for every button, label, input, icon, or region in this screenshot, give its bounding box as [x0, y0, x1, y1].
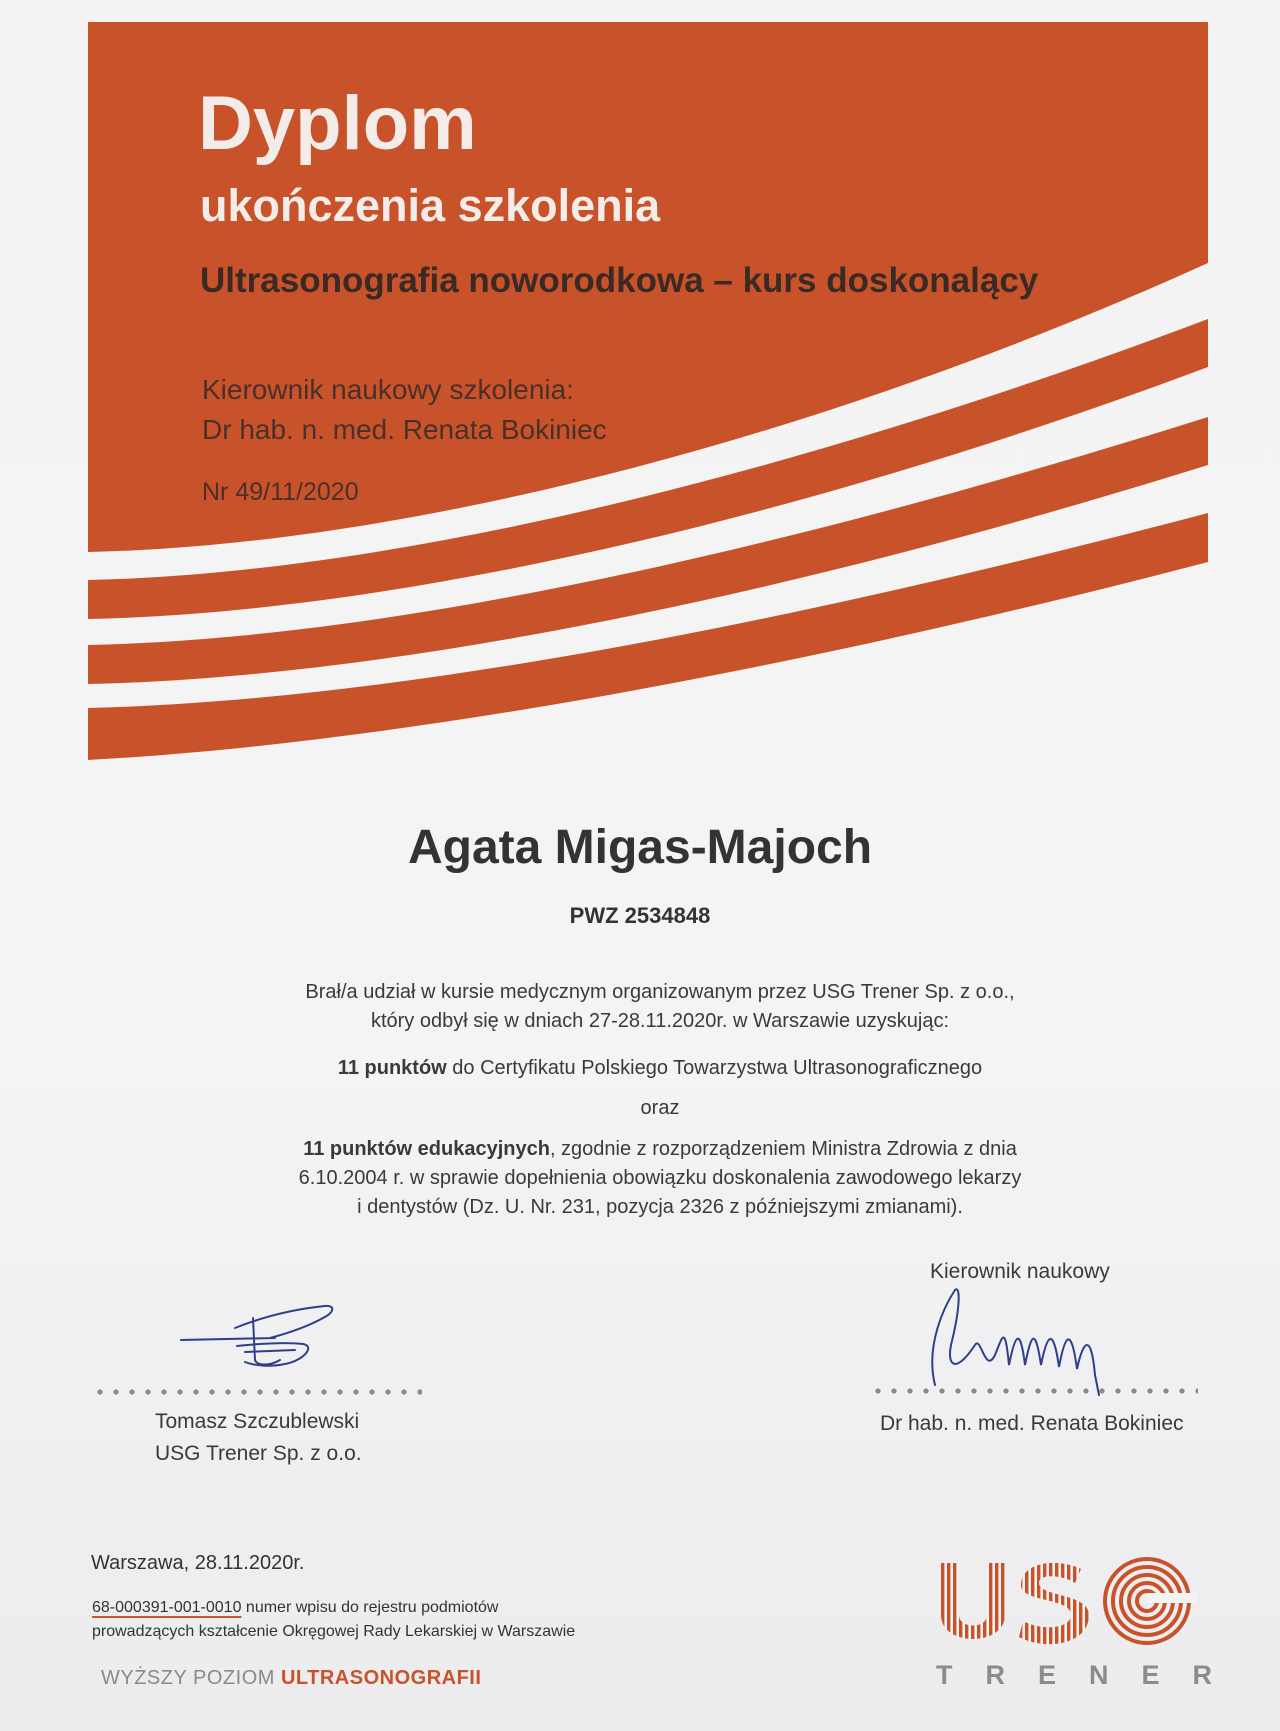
place-and-date: Warszawa, 28.11.2020r. [91, 1552, 305, 1574]
oraz-text: oraz [640, 1097, 680, 1119]
participation-statement [160, 978, 1160, 1036]
ptu-points-rest: do Certyfikatu Polskiego Towarzystwa Ultrasonograficznego [446, 1057, 983, 1079]
signature-line-right [870, 1388, 1198, 1394]
director-name: Dr hab. n. med. Renata Bokiniec [202, 414, 607, 445]
recipient-pwz: PWZ 2534848 [569, 903, 711, 928]
signatory-left-name: Tomasz Szczublewski [155, 1410, 360, 1433]
recipient-name: Agata Migas-Majoch [407, 821, 873, 874]
course-title: Ultrasonografia noworodkowa – kurs doskonalący [200, 261, 1039, 300]
scientific-lead-label: Kierownik naukowy [930, 1260, 1110, 1283]
register-line-2: prowadzących kształcenie Okręgowej Rady Lekarskiej w Warszawie [92, 1623, 576, 1640]
signatory-left-org: USG Trener Sp. z o.o. [155, 1442, 362, 1465]
tagline [101, 1667, 481, 1690]
signatory-right-name: Dr hab. n. med. Renata Bokiniec [880, 1412, 1184, 1435]
edu-points-paragraph [160, 1135, 1160, 1222]
edu-points-line-3: i dentystów (Dz. U. Nr. 231, pozycja 2326 z późniejszymi zmianami). [357, 1196, 963, 1218]
tagline-orange: ULTRASONOGRAFII [280, 1667, 482, 1689]
diploma-subtitle: ukończenia szkolenia [200, 180, 661, 231]
register-line-1 [92, 1599, 498, 1617]
ptu-points-bold: 11 punktów [337, 1057, 447, 1079]
usg-logo-trener: TRENER [936, 1660, 1246, 1690]
statement-line-1: Brał/a udział w kursie medycznym organizowanym przez USG Trener Sp. z o.o., [305, 981, 1015, 1003]
edu-points-rest: , zgodnie z rozporządzeniem Ministra Zdrowia z dnia [549, 1138, 1017, 1160]
statement-line-2: który odbył się w dniach 27-28.11.2020r. w Warszawie uzyskując: [370, 1010, 950, 1032]
usg-logo-icon [935, 1557, 1205, 1652]
edu-points-line-2: 6.10.2004 r. w sprawie dopełnienia obowiązku doskonalenia zawodowego lekarzy [298, 1167, 1022, 1189]
diploma-title: Dyplom [198, 81, 477, 166]
ptu-points-line [160, 1054, 1160, 1083]
director-label: Kierownik naukowy szkolenia: [202, 374, 574, 405]
signature-right-image [915, 1285, 1185, 1400]
signature-line-left [92, 1389, 422, 1395]
tagline-grey: WYŻSZY POZIOM [101, 1667, 281, 1689]
diploma-number: Nr 49/11/2020 [202, 478, 359, 506]
orange-wave-banner [0, 0, 1280, 770]
signature-left-image [175, 1300, 345, 1375]
register-rest: numer wpisu do rejestru podmiotów [241, 1599, 499, 1616]
register-number: 68-000391-001-0010 [92, 1599, 242, 1616]
edu-points-bold: 11 punktów edukacyjnych [303, 1138, 550, 1160]
